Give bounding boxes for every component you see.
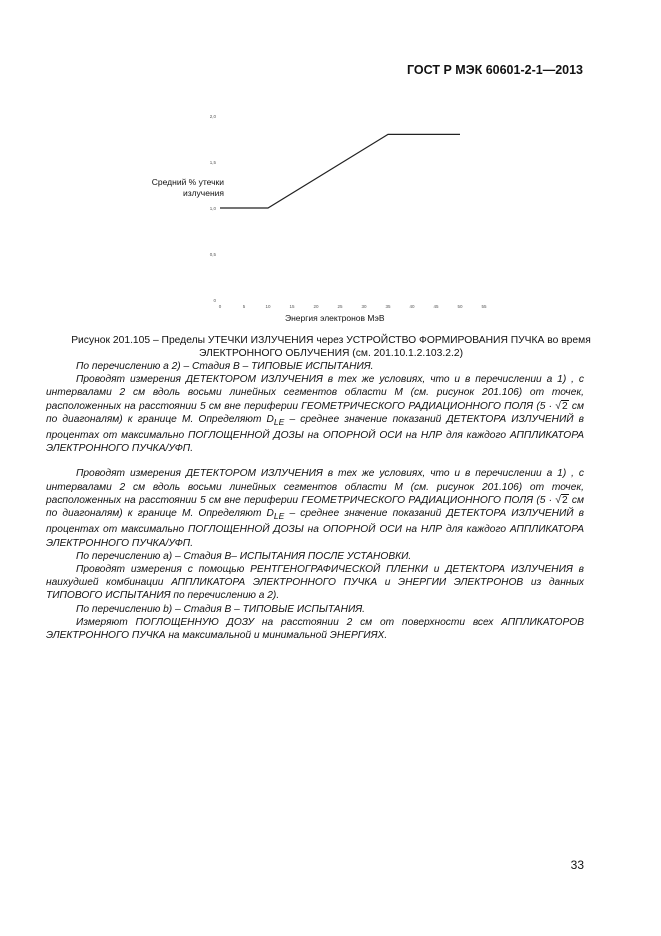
x-tick-labels	[219, 304, 487, 309]
x-tick-label: 20	[313, 304, 319, 309]
series-line	[220, 134, 460, 208]
page-number: 33	[570, 858, 584, 872]
x-tick-label: 0	[218, 304, 222, 309]
p-text-c: – среднее значение показаний ДЕТЕКТОРА ИЗЛУЧЕНИЙ в процентах от максимально ПОГЛОЩЕННОЙ ДОЗЫ на ОПОРНОЙ ОСИ на НЛР для каждого АППЛИКАТОРА ЭЛЕКТРОННОГО ПУЧКА/УФП.	[46, 413, 584, 455]
sqrt-symbol: √2	[555, 400, 568, 412]
x-tick-label: 5	[242, 304, 246, 309]
y-tick-label: 1,5	[209, 160, 216, 165]
p-text-a: Проводят измерения ДЕТЕКТОРОМ ИЗЛУЧЕНИЯ в тех же условиях, что и в перечислении а 1) , с интервалами 2 см вдоль восьми линейных сегментов области М (см. рисунок 201.106) от точек, расположенных на расстоянии 5 см вне периферии ГЕОМЕТРИЧЕСКОГО РАДИАЦИОННОГО ПОЛЯ (5 ·	[46, 374, 584, 412]
p-text-b: см по диагоналям) к границе М. Определяют D	[46, 494, 584, 520]
y-tick-label: 0,5	[209, 252, 216, 257]
header-standard: ГОСТ Р МЭК 60601-2-1—2013	[407, 63, 583, 77]
paragraph-film-measurement: Проводят измерения с помощью РЕНТГЕНОГРАФИЧЕСКОЙ ПЛЕНКИ и ДЕТЕКТОРА ИЗЛУЧЕНИЯ в наихудшей комбинации АППЛИКАТОРА ЭЛЕКТРОННОГО ПУЧКА и ЭНЕРГИИ ЭЛЕКТРОНОВ из данных ТИПОВОГО ИСПЫТАНИЯ по перечислению а 2).	[46, 563, 584, 602]
paragraph-measurement-2	[46, 467, 584, 549]
x-tick-label: 40	[409, 304, 415, 309]
sqrt-symbol: √2	[555, 494, 568, 506]
p-text-c: – среднее значение показаний ДЕТЕКТОРА ИЗЛУЧЕНИЙ в процентах от максимально ПОГЛОЩЕННОЙ ДОЗЫ на ОПОРНОЙ ОСИ на НЛР для каждого АППЛИКАТОРА ЭЛЕКТРОННОГО ПУЧКА/УФП.	[46, 508, 584, 549]
x-tick-label: 10	[265, 304, 271, 309]
paragraph-stage-b-type-tests: По перечислению а 2) – Стадия В – ТИПОВЫЕ ИСПЫТАНИЯ.	[76, 361, 374, 372]
x-tick-label: 35	[385, 304, 391, 309]
body-text	[46, 360, 584, 642]
x-tick-label: 15	[289, 304, 295, 309]
x-tick-label: 30	[361, 304, 367, 309]
x-tick-label: 50	[457, 304, 463, 309]
paragraph-stage-b-type-tests-b: По перечислению b) – Стадия В – ТИПОВЫЕ ИСПЫТАНИЯ.	[76, 603, 366, 615]
y-tick-label: 2,0	[209, 114, 216, 119]
paragraph-stage-b-after-install: По перечислению а) – Стадия В– ИСПЫТАНИЯ ПОСЛЕ УСТАНОВКИ.	[76, 550, 412, 562]
subscript-le: LE	[273, 416, 285, 427]
x-tick-label: 25	[337, 304, 343, 309]
sqrt-argument: 2	[561, 494, 568, 506]
figure-caption: Рисунок 201.105 – Пределы УТЕЧКИ ИЗЛУЧЕНИЯ через УСТРОЙСТВО ФОРМИРОВАНИЯ ПУЧКА во время ЭЛЕКТРОННОГО ОБЛУЧЕНИЯ (см. 201.10.1.2.103.2.2)	[71, 335, 591, 359]
leakage-chart	[0, 0, 661, 330]
y-tick-label: 1,0	[209, 206, 216, 211]
x-axis-label: Энергия электронов МэВ	[285, 313, 385, 323]
sqrt-argument: 2	[561, 400, 568, 412]
x-tick-label: 55	[481, 304, 487, 309]
y-tick-labels	[210, 114, 217, 303]
p-text-b: см по диагоналям) к границе М. Определяют D	[46, 400, 584, 425]
p-text-a: Проводят измерения ДЕТЕКТОРОМ ИЗЛУЧЕНИЯ в тех же условиях, что и в перечислении а 1) , с интервалами 2 см вдоль восьми линейных сегментов области М (см. рисунок 201.106) от точек, расположенных на расстоянии 5 см вне периферии ГЕОМЕТРИЧЕСКОГО РАДИАЦИОННОГО ПОЛЯ (5 ·	[46, 468, 584, 506]
y-axis-label: Средний % утечки излучения	[151, 177, 224, 198]
paragraph-absorbed-dose: Измеряют ПОГЛОЩЕННУЮ ДОЗУ на расстоянии 2 см от поверхности всех АППЛИКАТОРОВ ЭЛЕКТРОННОГО ПУЧКА на максимальной и минимальной ЭНЕРГИЯХ.	[46, 616, 584, 641]
paragraph-measurement-1	[46, 373, 584, 455]
subscript-le: LE	[273, 511, 285, 522]
y-tick-label: 0	[213, 298, 216, 303]
x-tick-label: 45	[433, 304, 439, 309]
